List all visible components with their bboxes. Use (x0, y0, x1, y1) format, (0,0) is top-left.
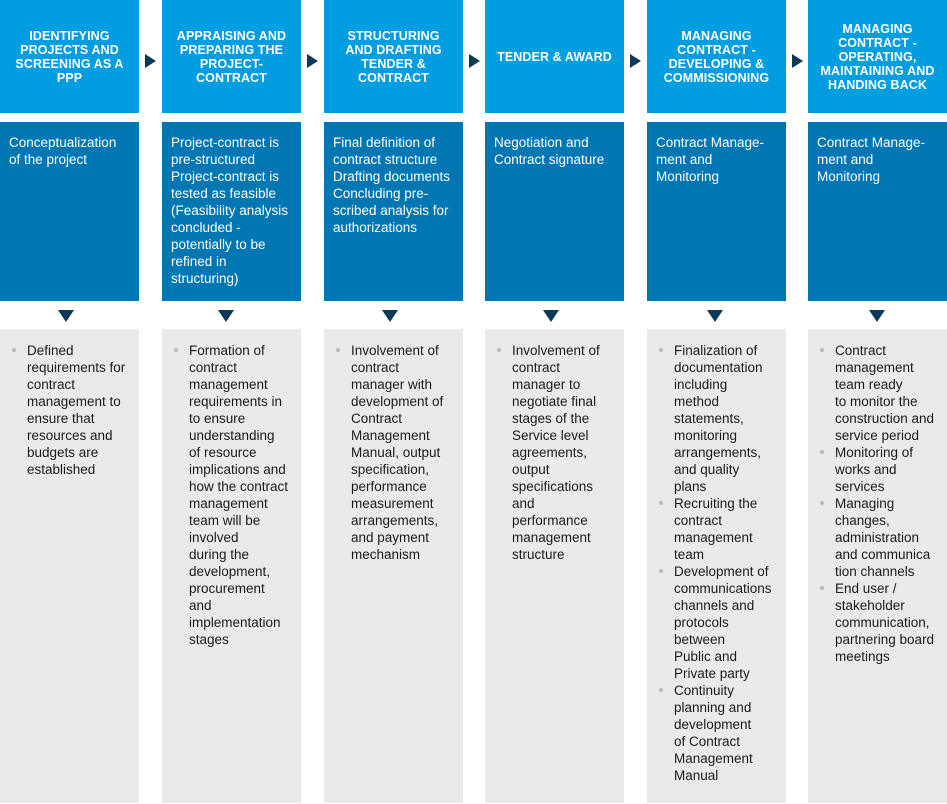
bullet-icon (659, 348, 663, 352)
stage-summary-box (647, 122, 786, 301)
bullet-list (9, 342, 135, 478)
bullet-text: Development of communications channels and protocols between Public and Private party (674, 564, 772, 681)
bullet-text: Involvement of contract manager with development of Contract Management Manual, output specification, performance measurement arrangements, and payment mechanism (351, 343, 444, 562)
stage-details-box (485, 329, 624, 803)
bullet-icon (174, 348, 178, 352)
list-item (171, 342, 297, 648)
down-arrow-icon (869, 310, 885, 322)
down-arrow-icon (382, 310, 398, 322)
bullet-icon (497, 348, 501, 352)
stage-summary-box (808, 122, 947, 301)
list-item (817, 444, 943, 495)
list-item (494, 342, 620, 563)
stage-summary: Final definition of contract structure Drafting documents Concluding pre- scribed analysis for authorizations (333, 135, 451, 235)
bullet-text: Managing changes, administration and communica tion channels (835, 496, 931, 579)
bullet-text: Continuity planning and development of Contract Management Manual (674, 683, 753, 783)
bullet-icon (659, 501, 663, 505)
stage-details-box (162, 329, 301, 803)
bullet-text: Monitoring of works and services (835, 445, 914, 494)
bullet-icon (336, 348, 340, 352)
stage-details-box (647, 329, 786, 803)
stage-title: IDENTIFYING PROJECTS AND SCREENING AS A PPP (15, 28, 124, 85)
bullet-list (171, 342, 297, 648)
bullet-list (656, 342, 782, 784)
stage-header (162, 0, 301, 113)
stage-details-box (808, 329, 947, 803)
bullet-text: Defined requirements for contract management to ensure that resources and budgets are established (27, 343, 126, 477)
bullet-icon (659, 569, 663, 573)
list-item (656, 682, 782, 784)
right-arrow-icon (792, 54, 803, 68)
list-item (9, 342, 135, 478)
stage-details-box (0, 329, 139, 803)
stage-summary: Conceptualization of the project (9, 135, 117, 167)
stage-summary-box (0, 122, 139, 301)
down-arrow-icon (218, 310, 234, 322)
list-item (817, 342, 943, 444)
stage-summary: Negotiation and Contract signature (494, 135, 605, 167)
down-arrow-icon (58, 310, 74, 322)
stage-title: STRUCTURING AND DRAFTING TENDER & CONTRACT (345, 28, 442, 85)
stage-header (0, 0, 139, 113)
stage-summary: Contract Manage- ment and Monitoring (817, 135, 926, 184)
stage-header (324, 0, 463, 113)
bullet-text: Recruiting the contract management team (674, 496, 758, 562)
bullet-icon (820, 586, 824, 590)
right-arrow-icon (630, 54, 641, 68)
bullet-icon (12, 348, 16, 352)
list-item (656, 495, 782, 563)
stage-summary-box (485, 122, 624, 301)
bullet-list (494, 342, 620, 563)
list-item (656, 563, 782, 682)
stage-title: APPRAISING AND PREPARING THE PROJECT-CONTRACT (176, 28, 287, 85)
stage-title: MANAGING CONTRACT - OPERATING, MAINTAINING AND HANDING BACK (820, 21, 935, 92)
bullet-text: Finalization of documentation including method statements, monitoring arrangements, and quality plans (674, 343, 763, 494)
right-arrow-icon (145, 54, 156, 68)
stage-summary-box (162, 122, 301, 301)
list-item (817, 495, 943, 580)
bullet-list (817, 342, 943, 665)
down-arrow-icon (543, 310, 559, 322)
stage-summary: Contract Manage- ment and Monitoring (656, 135, 765, 184)
list-item (333, 342, 459, 563)
bullet-icon (659, 688, 663, 692)
bullet-text: Involvement of contract manager to negotiate final stages of the Service level agreements, output specifications and performance management structure (512, 343, 600, 562)
stage-summary: Project-contract is pre-structured Project-contract is tested as feasible (Feasibility analysis concluded - potentially to be refined in structuring) (171, 135, 289, 286)
stage-header (485, 0, 624, 113)
stage-title: MANAGING CONTRACT - DEVELOPING & COMMISSIONING (663, 28, 770, 85)
stage-header (647, 0, 786, 113)
bullet-text: End user / stakeholder communication, partnering board meetings (835, 581, 935, 664)
right-arrow-icon (307, 54, 318, 68)
bullet-icon (820, 501, 824, 505)
stage-header (808, 0, 947, 113)
stage-details-box (324, 329, 463, 803)
down-arrow-icon (707, 310, 723, 322)
bullet-icon (820, 450, 824, 454)
list-item (817, 580, 943, 665)
bullet-list (333, 342, 459, 563)
right-arrow-icon (469, 54, 480, 68)
bullet-text: Formation of contract management requirements in to ensure understanding of resource implications and how the contract management team will be involved during the development, procurement and implementation stages (189, 343, 289, 647)
stage-title: TENDER & AWARD (497, 49, 612, 64)
list-item (656, 342, 782, 495)
bullet-text: Contract management team ready to monitor the construction and service period (835, 343, 935, 443)
bullet-icon (820, 348, 824, 352)
stage-summary-box (324, 122, 463, 301)
